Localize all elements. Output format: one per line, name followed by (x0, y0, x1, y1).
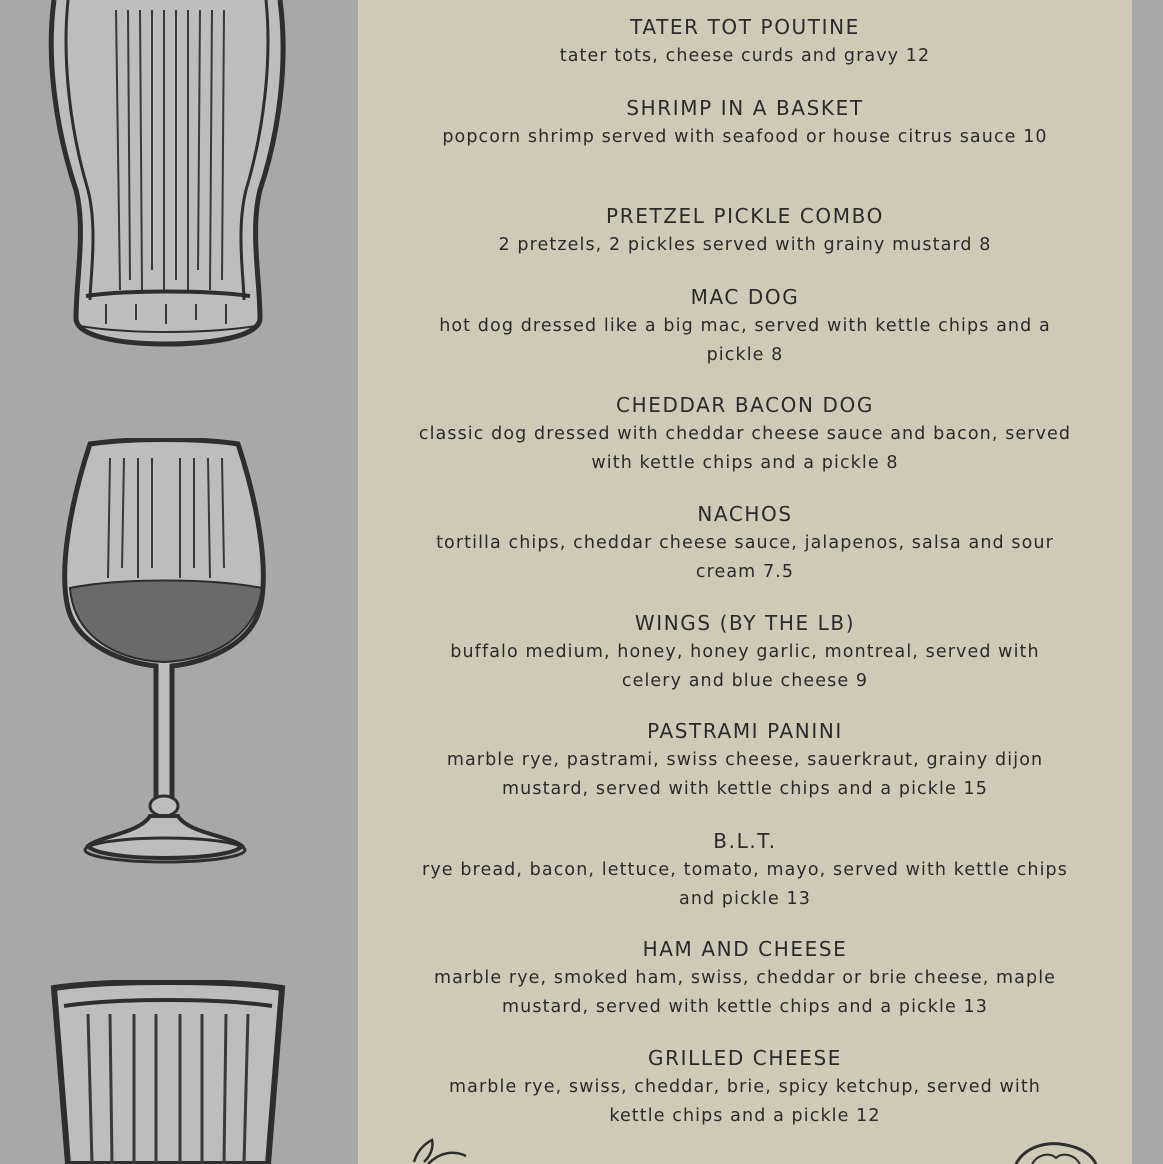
item-description: 2 pretzels, 2 pickles served with grainy mustard 8 (498, 235, 992, 255)
item-description: popcorn shrimp served with seafood or house citrus sauce 10 (442, 127, 1048, 147)
menu-item-wings (358, 608, 1132, 696)
item-description: tortilla chips, cheddar cheese sauce, jalapenos, salsa and sour cream 7.5 (436, 533, 1054, 582)
menu-item-blt (358, 826, 1132, 914)
item-description: marble rye, smoked ham, swiss, cheddar or brie cheese, maple mustard, served with kettle chips and a pickle 13 (433, 968, 1057, 1017)
menu-item-shrimp-in-a-basket (358, 93, 1132, 152)
item-name: WINGS (BY THE LB) (634, 611, 856, 635)
menu-item-cheddar-bacon-dog (358, 390, 1132, 478)
item-description: buffalo medium, honey, honey garlic, montreal, served with celery and blue cheese 9 (450, 642, 1040, 691)
item-description: classic dog dressed with cheddar cheese sauce and bacon, served with kettle chips and a pickle 8 (418, 424, 1072, 473)
item-description: marble rye, pastrami, swiss cheese, sauerkraut, grainy dijon mustard, served with kettle chips and a pickle 15 (446, 750, 1044, 799)
item-name: GRILLED CHEESE (648, 1046, 842, 1070)
item-name: PRETZEL PICKLE COMBO (606, 204, 884, 228)
item-name: MAC DOG (690, 285, 800, 309)
item-description: marble rye, swiss, cheddar, brie, spicy ketchup, served with kettle chips and a pickle 12 (449, 1077, 1041, 1126)
pretzel-sketch-icon (1010, 1140, 1100, 1164)
menu-item-tater-tot-poutine (358, 12, 1132, 71)
menu-item-pastrami-panini (358, 716, 1132, 804)
wine-glass-icon (60, 438, 270, 868)
item-name: NACHOS (697, 502, 793, 526)
item-name: PASTRAMI PANINI (647, 719, 843, 743)
item-name: HAM AND CHEESE (642, 937, 848, 961)
item-name: B.L.T. (713, 829, 777, 853)
item-name: TATER TOT POUTINE (630, 15, 860, 39)
item-name: SHRIMP IN A BASKET (626, 96, 864, 120)
menu-item-ham-and-cheese (358, 934, 1132, 1022)
item-description: hot dog dressed like a big mac, served with kettle chips and a pickle 8 (439, 316, 1051, 365)
tumbler-glass-icon (48, 980, 288, 1164)
pint-glass-icon (46, 0, 286, 350)
menu-panel (358, 0, 1132, 1164)
item-description: tater tots, cheese curds and gravy 12 (559, 46, 931, 66)
item-name: CHEDDAR BACON DOG (616, 393, 874, 417)
item-description: rye bread, bacon, lettuce, tomato, mayo, served with kettle chips and pickle 13 (422, 860, 1068, 909)
leaf-sketch-icon (410, 1138, 470, 1164)
menu-item-grilled-cheese (358, 1043, 1132, 1131)
menu-item-mac-dog (358, 282, 1132, 370)
menu-item-pretzel-pickle-combo (358, 201, 1132, 260)
menu-item-nachos (358, 499, 1132, 587)
